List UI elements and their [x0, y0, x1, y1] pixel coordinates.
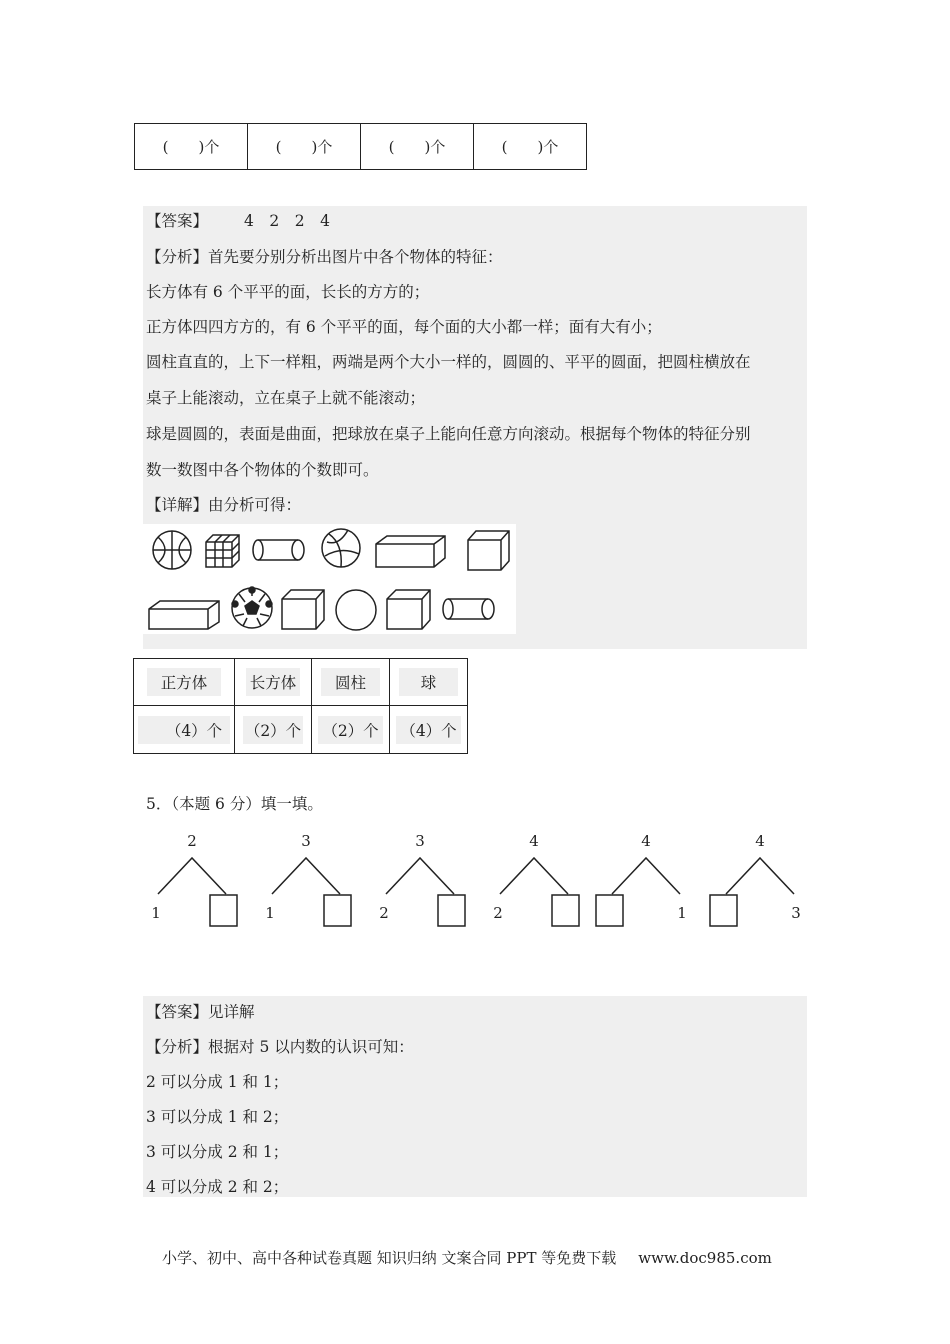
number-bond-diagrams [140, 828, 810, 933]
bond-part-right: 3 [791, 904, 801, 922]
answer-text: 见详解 [208, 1003, 255, 1021]
blank-cell[interactable]: ( )个 [474, 124, 587, 170]
cuboid-icon [376, 536, 445, 567]
footer-text: 小学、初中、高中各种试卷真题 知识归纳 文案合同 PPT 等免费下载 [162, 1249, 617, 1267]
footer-url[interactable]: www.doc985.com [638, 1249, 772, 1267]
analysis-text: 4 可以分成 2 和 2； [146, 1178, 289, 1196]
detail-line [146, 495, 301, 515]
bond-part-left: 1 [265, 904, 275, 922]
bond-total: 4 [529, 832, 539, 850]
analysis-text: 圆柱直直的，上下一样粗，两端是两个大小一样的，圆圆的、平平的圆面，把圆柱横放在 [146, 353, 751, 371]
answer-label: 【答案】 [146, 1003, 209, 1021]
table-header: 球 [399, 668, 459, 696]
answer-box[interactable] [552, 895, 579, 926]
detail-text: 由分析可得： [208, 496, 302, 514]
analysis-text: 正方体四四方方的，有 6 个平平的面，每个面的大小都一样；面有大有小； [146, 318, 662, 336]
analysis-text: 根据对 5 以内数的认识可知： [208, 1038, 414, 1056]
ball-icon [336, 590, 376, 630]
number-bond [710, 832, 801, 926]
bond-part-right: 1 [677, 904, 687, 922]
cube-icon [468, 531, 509, 570]
bond-total: 2 [187, 832, 197, 850]
answer-blank-table [134, 123, 587, 170]
bond-branches [500, 858, 568, 894]
bond-branches [726, 858, 794, 894]
table-cell: （2）个 [318, 716, 382, 744]
answer-values: 4 2 2 4 [244, 212, 330, 230]
number-bond [151, 832, 237, 926]
cylinder-icon [253, 540, 304, 560]
answer-label: 【答案】 [146, 212, 209, 230]
answer-box[interactable] [210, 895, 237, 926]
number-bond [265, 832, 351, 926]
rubik-cube-icon [206, 535, 239, 567]
cuboid-icon [149, 601, 219, 629]
number-bond [596, 832, 687, 926]
cylinder-icon [443, 599, 494, 619]
soccer-ball-icon [232, 587, 272, 628]
answer-box[interactable] [596, 895, 623, 926]
number-bond [493, 832, 579, 926]
answer-box[interactable] [438, 895, 465, 926]
table-header: 圆柱 [321, 668, 380, 696]
answer-box[interactable] [710, 895, 737, 926]
analysis-text: 桌子上能滚动，立在桌子上就不能滚动； [146, 389, 426, 407]
blank-cell[interactable]: ( )个 [361, 124, 474, 170]
page-footer [162, 1247, 772, 1268]
table-header: 正方体 [147, 668, 222, 696]
blank-cell[interactable]: ( )个 [135, 124, 248, 170]
bond-part-left: 1 [151, 904, 161, 922]
analysis-text: 球是圆圆的，表面是曲面，把球放在桌子上能向任意方向滚动。根据每个物体的特征分别 [146, 425, 751, 443]
analysis-text: 数一数图中各个物体的个数即可。 [146, 461, 379, 479]
analysis-text: 2 可以分成 1 和 1； [146, 1073, 289, 1091]
bond-total: 4 [641, 832, 651, 850]
analysis-label: 【分析】 [146, 248, 209, 266]
table-cell: （4）个 [138, 716, 230, 744]
analysis-label: 【分析】 [146, 1038, 209, 1056]
blank-cell[interactable]: ( )个 [248, 124, 361, 170]
detail-label: 【详解】 [146, 496, 209, 514]
bond-total: 4 [755, 832, 765, 850]
analysis-line [146, 247, 503, 267]
question-title: 5．（本题 6 分）填一填。 [146, 795, 323, 813]
analysis-text: 3 可以分成 2 和 1； [146, 1143, 289, 1161]
answer-line [146, 211, 330, 231]
count-table [133, 658, 468, 754]
analysis-text: 长方体有 6 个平平的面，长长的方方的； [146, 283, 430, 301]
bond-total: 3 [415, 832, 425, 850]
number-bond [379, 832, 465, 926]
answer-box[interactable] [324, 895, 351, 926]
answer-line [146, 1002, 255, 1022]
volleyball-icon [322, 529, 360, 567]
cube-icon [282, 590, 324, 629]
bond-total: 3 [301, 832, 311, 850]
bond-part-left: 2 [379, 904, 389, 922]
bond-branches [272, 858, 340, 894]
table-cell: （4）个 [396, 716, 460, 744]
analysis-intro: 首先要分别分析出图片中各个物体的特征： [208, 248, 503, 266]
cube-icon [387, 590, 430, 629]
table-header: 长方体 [246, 668, 301, 696]
analysis-text: 3 可以分成 1 和 2； [146, 1108, 289, 1126]
table-cell: （2）个 [243, 716, 303, 744]
answer-block-2 [143, 996, 807, 1197]
analysis-line [146, 1037, 414, 1057]
bond-branches [612, 858, 680, 894]
shapes-illustration [143, 524, 516, 634]
bond-branches [158, 858, 226, 894]
bond-part-left: 2 [493, 904, 503, 922]
basketball-icon [153, 531, 191, 569]
bond-branches [386, 858, 454, 894]
